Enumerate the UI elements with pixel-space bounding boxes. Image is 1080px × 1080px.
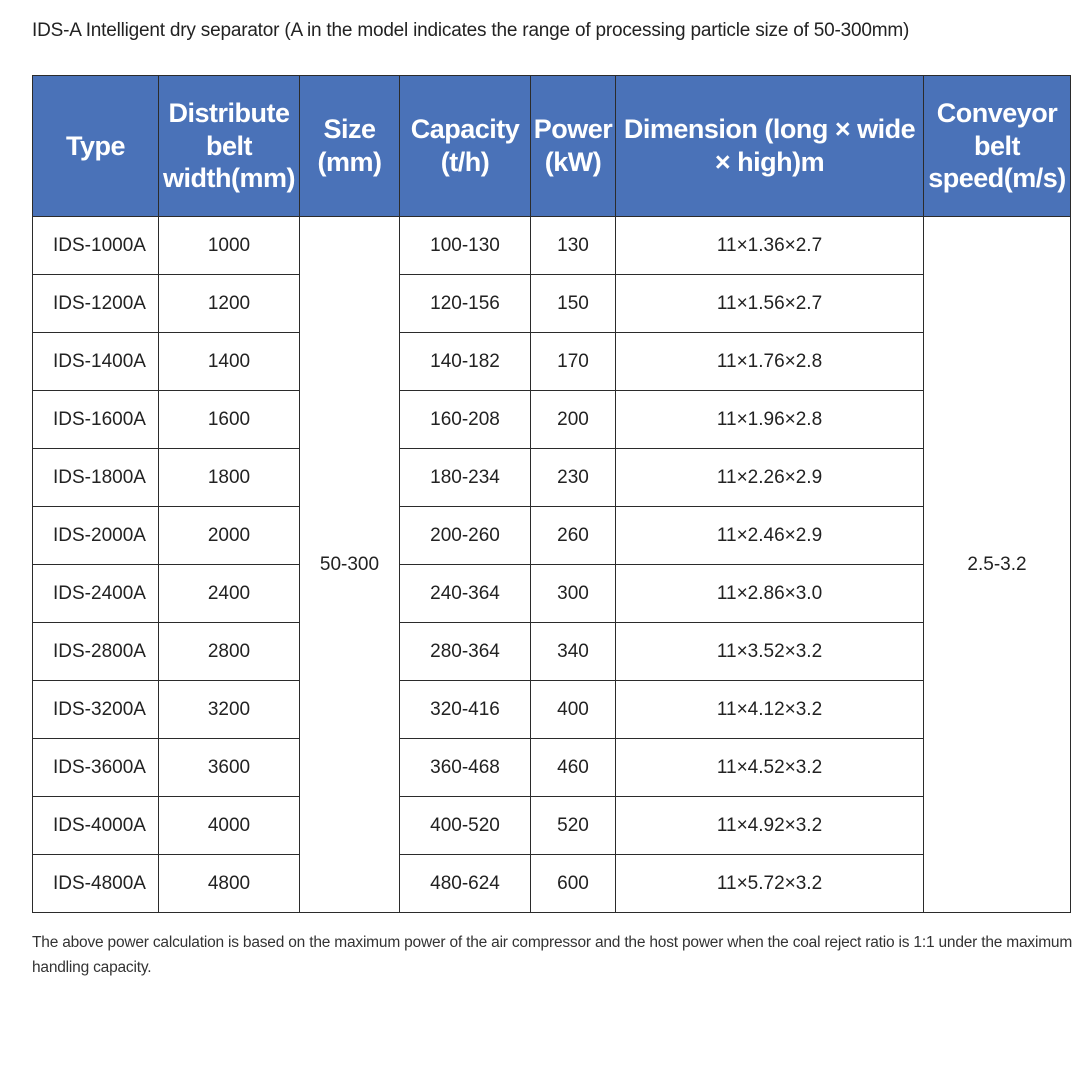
cell-belt-width: 4800 [159, 855, 300, 913]
cell-type: IDS-1200A [33, 275, 159, 333]
cell-belt-width: 3200 [159, 681, 300, 739]
cell-power: 150 [531, 275, 616, 333]
table-body [33, 217, 1071, 913]
cell-belt-width: 4000 [159, 797, 300, 855]
cell-power: 300 [531, 565, 616, 623]
cell-size: 50-300 [300, 217, 400, 913]
cell-power: 130 [531, 217, 616, 275]
cell-capacity: 240-364 [400, 565, 531, 623]
table-row [33, 507, 1071, 565]
cell-dimension: 11×4.52×3.2 [616, 739, 924, 797]
table-row [33, 565, 1071, 623]
header-belt-speed: Conveyor belt speed(m/s) [924, 76, 1071, 217]
cell-dimension: 11×2.86×3.0 [616, 565, 924, 623]
cell-dimension: 11×5.72×3.2 [616, 855, 924, 913]
table-row [33, 681, 1071, 739]
cell-power: 200 [531, 391, 616, 449]
cell-dimension: 11×1.96×2.8 [616, 391, 924, 449]
cell-belt-width: 1200 [159, 275, 300, 333]
cell-belt-width: 1400 [159, 333, 300, 391]
cell-power: 520 [531, 797, 616, 855]
cell-capacity: 160-208 [400, 391, 531, 449]
cell-capacity: 120-156 [400, 275, 531, 333]
cell-dimension: 11×1.56×2.7 [616, 275, 924, 333]
header-type: Type [33, 76, 159, 217]
cell-power: 170 [531, 333, 616, 391]
table-row [33, 391, 1071, 449]
header-size: Size (mm) [300, 76, 400, 217]
cell-capacity: 180-234 [400, 449, 531, 507]
header-belt-width: Distribute belt width(mm) [159, 76, 300, 217]
cell-type: IDS-1800A [33, 449, 159, 507]
cell-dimension: 11×4.92×3.2 [616, 797, 924, 855]
cell-belt-width: 1800 [159, 449, 300, 507]
cell-belt-speed: 2.5-3.2 [924, 217, 1071, 913]
cell-power: 260 [531, 507, 616, 565]
cell-belt-width: 3600 [159, 739, 300, 797]
cell-type: IDS-1000A [33, 217, 159, 275]
table-row [33, 739, 1071, 797]
cell-dimension: 11×1.76×2.8 [616, 333, 924, 391]
table-row [33, 797, 1071, 855]
table-header [33, 76, 1071, 217]
cell-type: IDS-2000A [33, 507, 159, 565]
cell-capacity: 480-624 [400, 855, 531, 913]
cell-type: IDS-4800A [33, 855, 159, 913]
cell-capacity: 360-468 [400, 739, 531, 797]
cell-power: 400 [531, 681, 616, 739]
cell-dimension: 11×1.36×2.7 [616, 217, 924, 275]
cell-capacity: 140-182 [400, 333, 531, 391]
cell-type: IDS-4000A [33, 797, 159, 855]
cell-dimension: 11×2.26×2.9 [616, 449, 924, 507]
cell-belt-width: 1000 [159, 217, 300, 275]
cell-belt-width: 2800 [159, 623, 300, 681]
table-row [33, 217, 1071, 275]
cell-capacity: 320-416 [400, 681, 531, 739]
cell-belt-width: 1600 [159, 391, 300, 449]
cell-dimension: 11×4.12×3.2 [616, 681, 924, 739]
page-title: IDS-A Intelligent dry separator (A in the model indicates the range of processing particle size of 50-300mm) [32, 20, 910, 41]
cell-power: 600 [531, 855, 616, 913]
header-capacity: Capacity (t/h) [400, 76, 531, 217]
cell-type: IDS-3600A [33, 739, 159, 797]
table-row [33, 855, 1071, 913]
cell-power: 230 [531, 449, 616, 507]
cell-capacity: 280-364 [400, 623, 531, 681]
cell-type: IDS-1400A [33, 333, 159, 391]
cell-dimension: 11×2.46×2.9 [616, 507, 924, 565]
cell-capacity: 100-130 [400, 217, 531, 275]
footnote: The above power calculation is based on the maximum power of the air compressor and the host power when the coal reject ratio is 1:1 under the maximum handling capacity. [32, 934, 1073, 976]
table-row [33, 275, 1071, 333]
cell-type: IDS-2800A [33, 623, 159, 681]
header-power: Power (kW) [531, 76, 616, 217]
header-row [33, 76, 1071, 217]
cell-type: IDS-1600A [33, 391, 159, 449]
spec-table [32, 75, 1071, 913]
table-row [33, 333, 1071, 391]
table-row [33, 623, 1071, 681]
cell-type: IDS-3200A [33, 681, 159, 739]
cell-power: 460 [531, 739, 616, 797]
cell-power: 340 [531, 623, 616, 681]
table-row [33, 449, 1071, 507]
header-dimension: Dimension (long × wide × high)m [616, 76, 924, 217]
cell-dimension: 11×3.52×3.2 [616, 623, 924, 681]
cell-belt-width: 2000 [159, 507, 300, 565]
cell-capacity: 400-520 [400, 797, 531, 855]
cell-capacity: 200-260 [400, 507, 531, 565]
cell-type: IDS-2400A [33, 565, 159, 623]
cell-belt-width: 2400 [159, 565, 300, 623]
